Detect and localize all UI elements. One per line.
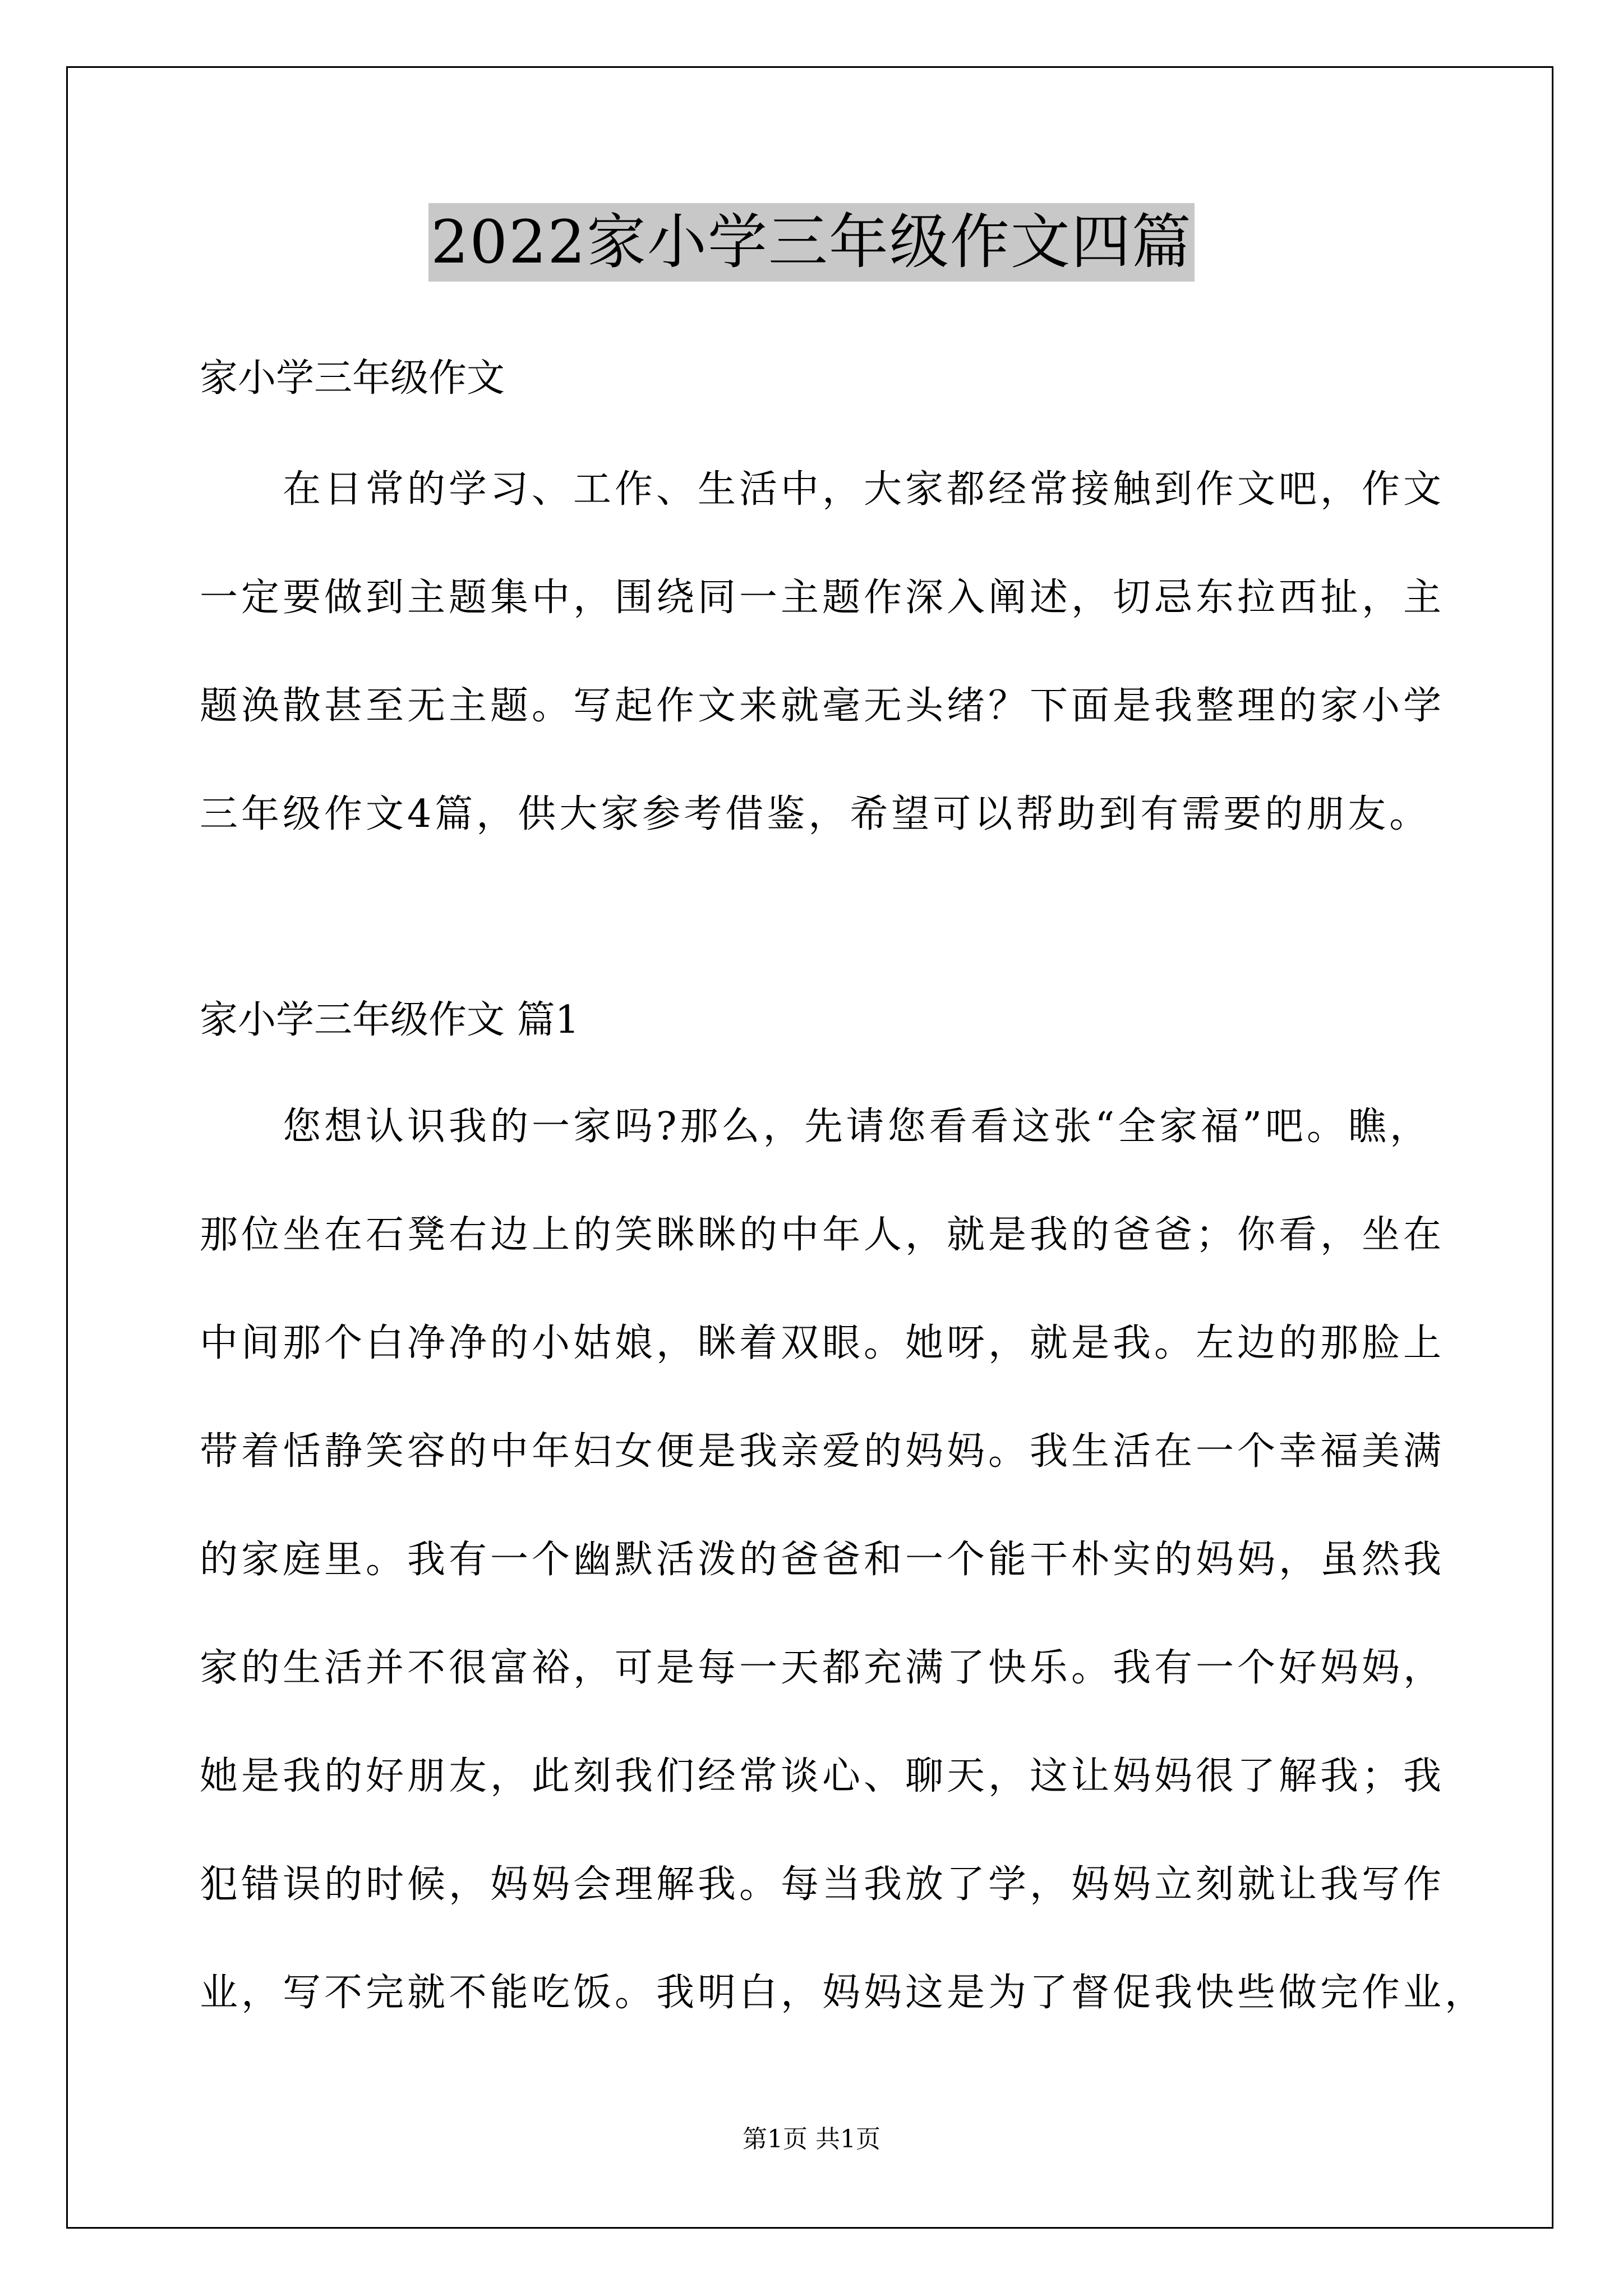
- page-footer: 第1页 共1页: [743, 2125, 880, 2154]
- body-line: 中间那个白净净的小姑娘，眯着双眼。她呀，就是我。左边的那脸上: [200, 1321, 1445, 1365]
- body-line: 的家庭里。我有一个幽默活泼的爸爸和一个能干朴实的妈妈，虽然我: [200, 1538, 1445, 1582]
- intro-line: 一定要做到主题集中，围绕同一主题作深入阐述，切忌东拉西扯，主: [200, 576, 1445, 620]
- body-line: 她是我的好朋友，此刻我们经常谈心、聊天，这让妈妈很了解我；我: [200, 1754, 1445, 1798]
- document-title: 2022家小学三年级作文四篇: [428, 203, 1195, 282]
- body-line: 您想认识我的一家吗?那么，先请您看看这张“全家福”吧。瞧，: [200, 1105, 1431, 1149]
- body-line: 带着恬静笑容的中年妇女便是我亲爱的妈妈。我生活在一个幸福美满: [200, 1429, 1445, 1474]
- title-container: [0, 203, 1623, 282]
- body-line: 犯错误的时候，妈妈会理解我。每当我放了学，妈妈立刻就让我写作: [200, 1862, 1445, 1907]
- body-line: 那位坐在石凳右边上的笑眯眯的中年人，就是我的爸爸；你看，坐在: [200, 1213, 1445, 1257]
- body-line: 家的生活并不很富裕，可是每一天都充满了快乐。我有一个好妈妈，: [200, 1646, 1445, 1690]
- intro-line: 在日常的学习、工作、生活中，大家都经常接触到作文吧，作文: [200, 467, 1445, 512]
- intro-heading: 家小学三年级作文: [200, 356, 505, 401]
- intro-line: 三年级作文4篇，供大家参考借鉴，希望可以帮助到有需要的朋友。: [200, 792, 1431, 836]
- intro-line: 题涣散甚至无主题。写起作文来就毫无头绪？下面是我整理的家小学: [200, 684, 1445, 728]
- body-line: 业，写不完就不能吃饭。我明白，妈妈这是为了督促我快些做完作业，: [200, 1971, 1487, 2015]
- section-heading: 家小学三年级作文 篇1: [200, 998, 579, 1042]
